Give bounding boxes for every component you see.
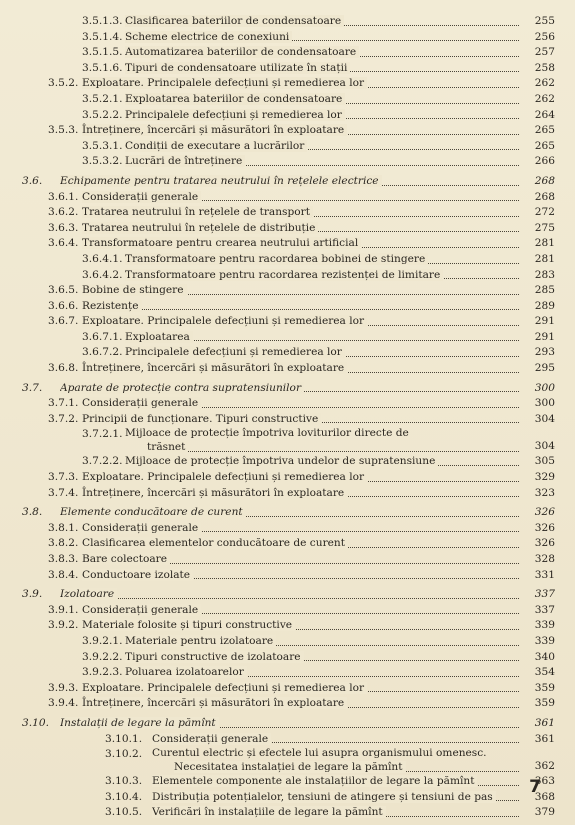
toc-entry-title-text: Verificări în instalațiile de legare la pămînt (152, 806, 386, 818)
toc-entry-title-text: Rezistențe (82, 300, 142, 312)
toc-entry-page-number: 256 (534, 30, 555, 43)
toc-entry[interactable] (0, 536, 575, 552)
toc-entry-title-text: Tipuri de condensatoare utilizate în stații (125, 62, 350, 74)
toc-entry-title (82, 396, 519, 412)
toc-entry-title-text: Considerații generale (82, 191, 201, 203)
toc-entry-title-text: Poluarea izolatoarelor (125, 666, 247, 678)
toc-entry-page-number: 285 (534, 284, 555, 297)
toc-entry-title-text: Considerații generale (152, 733, 271, 745)
toc-entry-title (82, 314, 519, 330)
toc-entry[interactable] (0, 330, 575, 346)
toc-entry-title (125, 268, 519, 284)
toc-entry-number: 3.6. (22, 174, 43, 187)
toc-entry-page-number: 258 (534, 61, 555, 74)
toc-entry-page-number: 368 (534, 790, 555, 803)
toc-entry[interactable] (0, 618, 575, 634)
toc-entry-title (125, 154, 519, 170)
toc-entry-title (82, 470, 519, 486)
toc-entry-title (82, 568, 519, 584)
toc-entry-page-number: 262 (534, 92, 555, 105)
toc-entry-number: 3.5.1.4. (82, 30, 123, 43)
toc-entry-number: 3.5.1.3. (82, 15, 123, 27)
toc-entry-title-text: Transformatoare pentru racordarea rezistenței de limitare (125, 269, 443, 281)
toc-entry-title (125, 330, 519, 346)
toc-entry-title-text: Aparate de protecție contra supratensiunilor (60, 382, 304, 394)
toc-entry-page-number: 289 (534, 299, 555, 312)
toc-entry-title (152, 790, 519, 806)
toc-entry[interactable] (0, 650, 575, 666)
toc-entry-title-text: Scheme electrice de conexiuni (125, 31, 292, 43)
toc-entry[interactable] (0, 427, 575, 454)
toc-entry-page-number: 340 (534, 650, 555, 663)
toc-entry-title (82, 536, 519, 552)
toc-entry-page-number: 268 (534, 190, 555, 203)
toc-entry[interactable] (0, 123, 575, 139)
toc-entry-title (125, 650, 519, 666)
toc-entry[interactable] (0, 505, 575, 521)
toc-entry-number: 3.6.4.1. (82, 252, 123, 265)
toc-entry-number: 3.6.2. (48, 206, 79, 219)
toc-entry-page-number: 354 (534, 666, 555, 679)
dot-leader (82, 309, 519, 310)
toc-entry[interactable] (0, 345, 575, 361)
toc-entry-title-text: Elementele componente ale instalațiilor de legare la pămînt (152, 775, 477, 787)
toc-entry-title (60, 716, 519, 732)
toc-entry-title-text: Mijloace de protecție împotriva undelor de supratensiune (125, 455, 438, 467)
toc-entry-title (82, 361, 519, 377)
toc-entry-title (82, 603, 519, 619)
toc-entry-title-text: Izolatoare (60, 588, 117, 600)
toc-entry-title (125, 108, 519, 124)
toc-entry-number: 3.9.2.3. (82, 666, 123, 679)
toc-entry-title (125, 45, 519, 61)
toc-entry-title (125, 345, 519, 361)
toc-entry[interactable] (0, 454, 575, 470)
toc-entry-number: 3.6.6. (48, 299, 79, 312)
toc-entry[interactable] (0, 154, 575, 170)
toc-entry[interactable] (0, 396, 575, 412)
toc-entry-page-number: 304 (534, 440, 555, 453)
toc-entry[interactable] (0, 190, 575, 206)
toc-entry-title (82, 236, 519, 252)
toc-entry-page-number: 300 (534, 397, 555, 410)
toc-entry[interactable] (0, 486, 575, 502)
toc-entry-title-text: Considerații generale (82, 522, 201, 534)
toc-entry-number: 3.8.1. (48, 521, 79, 534)
toc-entry-page-number: 268 (534, 174, 555, 187)
toc-entry-title-text: Transformatoare pentru racordarea bobinei de stingere (125, 253, 428, 265)
toc-entry-number: 3.10.3. (105, 775, 143, 788)
toc-entry-number: 3.9.1. (48, 603, 79, 616)
toc-entry[interactable] (0, 61, 575, 77)
toc-entry-page-number: 337 (534, 588, 555, 601)
toc-entry-page-number: 359 (534, 697, 555, 710)
toc-entry-number: 3.10. (22, 716, 49, 729)
toc-entry[interactable] (0, 92, 575, 108)
toc-entry[interactable] (0, 732, 575, 748)
toc-entry[interactable] (0, 603, 575, 619)
toc-entry-number: 3.9.2.2. (82, 650, 123, 663)
toc-entry-page-number: 337 (534, 603, 555, 616)
dot-leader (60, 598, 519, 599)
toc-entry-number: 3.9. (22, 588, 43, 601)
toc-entry-title (152, 732, 519, 748)
toc-entry-title (82, 618, 519, 634)
toc-entry-title-text: Conductoare izolate (82, 569, 193, 581)
toc-entry-title (60, 587, 519, 603)
toc-entry[interactable] (0, 521, 575, 537)
toc-entry[interactable] (0, 470, 575, 486)
toc-entry-title-text: Exploatare. Principalele defecțiuni și remedierea lor (82, 315, 367, 327)
toc-entry-number: 3.7.2.1. (82, 428, 123, 441)
toc-entry-number: 3.5.2.1. (82, 92, 123, 105)
toc-entry-page-number: 323 (534, 486, 555, 499)
toc-entry-number: 3.5.1.6. (82, 61, 123, 74)
toc-entry-number: 3.7.1. (48, 397, 79, 410)
toc-entry-title (152, 747, 519, 760)
toc-entry-page-number: 265 (534, 139, 555, 152)
toc-entry-title-text: Mijloace de protecție împotriva loviturilor directe de (125, 427, 409, 440)
toc-entry[interactable] (0, 283, 575, 299)
toc-entry-title-text: Considerații generale (82, 604, 201, 616)
toc-entry-title (152, 774, 519, 790)
toc-entry-title-text: Clasificarea elementelor conducătoare de curent (82, 537, 348, 549)
toc-entry[interactable] (0, 634, 575, 650)
toc-entry-number: 3.6.8. (48, 362, 79, 375)
toc-entry-page-number: 331 (534, 568, 555, 581)
toc-entry-page-number: 265 (534, 124, 555, 137)
toc-entry[interactable] (0, 30, 575, 46)
toc-entry-page-number: 329 (534, 471, 555, 484)
toc-entry[interactable] (0, 412, 575, 428)
toc-entry[interactable] (0, 14, 575, 30)
toc-entry-page-number: 295 (534, 362, 555, 375)
toc-entry-page-number: 293 (534, 346, 555, 359)
toc-entry-page-number: 291 (534, 315, 555, 328)
toc-entry-title-text: Lucrări de întreținere (125, 155, 245, 167)
toc-entry-title-text: Tratarea neutrului în rețelele de transport (82, 206, 313, 218)
toc-entry-page-number: 359 (534, 681, 555, 694)
toc-entry-title-text: Echipamente pentru tratarea neutrului în rețelele electrice (60, 175, 382, 187)
toc-entry-title-text: Exploatare. Principalele defecțiuni și remedierea lor (82, 471, 367, 483)
toc-entry-title-text: Principalele defecțiuni și remedierea lor (125, 109, 345, 121)
toc-entry-number: 3.9.3. (48, 681, 79, 694)
toc-entry-number: 3.8. (22, 506, 43, 519)
toc-entry-title (125, 427, 519, 440)
toc-entry[interactable] (0, 174, 575, 190)
toc-entry-number: 3.6.3. (48, 221, 79, 234)
toc-entry-title (125, 665, 519, 681)
toc-entry-number: 3.6.5. (48, 284, 79, 297)
toc-entry-title (82, 299, 519, 315)
toc-entry[interactable] (0, 76, 575, 92)
toc-entry-page-number: 339 (534, 619, 555, 632)
toc-entry-number: 3.5.3.1. (82, 139, 123, 152)
toc-entry-page-number: 362 (534, 760, 555, 773)
toc-entry-page-number: 361 (534, 716, 555, 729)
toc-entry-number: 3.10.4. (105, 790, 143, 803)
toc-entry-title (82, 76, 519, 92)
toc-entry-page-number: 304 (534, 412, 555, 425)
toc-entry-page-number: 379 (534, 806, 555, 819)
page-folio: 7 (529, 777, 541, 797)
toc-entry-page-number: 262 (534, 77, 555, 90)
toc-entry-number: 3.7. (22, 381, 43, 394)
toc-entry-title-text: Condiții de executare a lucrărilor (125, 140, 307, 152)
toc-entry-number: 3.5.3.2. (82, 155, 123, 168)
toc-entry[interactable] (0, 552, 575, 568)
toc-entry-title (82, 681, 519, 697)
toc-entry-number: 3.8.2. (48, 537, 79, 550)
toc-entry-title (125, 14, 519, 30)
toc-entry-title-text: Întreținere, încercări și măsurători în exploatare (82, 697, 347, 709)
toc-entry[interactable] (0, 314, 575, 330)
toc-entry-title (82, 521, 519, 537)
toc-entry-page-number: 275 (534, 221, 555, 234)
toc-entry-title-text: Întreținere, încercări și măsurători în exploatare (82, 362, 347, 374)
toc-entry-title (60, 174, 519, 190)
toc-entry[interactable] (0, 236, 575, 252)
toc-entry[interactable] (0, 108, 575, 124)
toc-entry-number: 3.5.2. (48, 77, 79, 90)
toc-entry-page-number: 363 (534, 775, 555, 788)
toc-entry-number: 3.6.7.2. (82, 346, 123, 359)
toc-entry[interactable] (0, 205, 575, 221)
toc-entry-title (125, 139, 519, 155)
toc-entry-page-number: 328 (534, 553, 555, 565)
toc-entry-title-text: Tratarea neutrului în rețelele de distribuție (82, 222, 318, 234)
toc-entry-title (125, 61, 519, 77)
toc-entry-title-text: Principalele defecțiuni și remedierea lor (125, 346, 345, 358)
toc-entry-page-number: 305 (534, 455, 555, 468)
toc-entry-title-text: Bare colectoare (82, 553, 170, 565)
toc-entry-title (82, 123, 519, 139)
toc-entry[interactable] (0, 774, 575, 790)
toc-entry-number: 3.5.3. (48, 124, 79, 137)
toc-entry-number: 3.5.2.2. (82, 108, 123, 121)
toc-entry-title (125, 454, 519, 470)
toc-entry-page-number: 283 (534, 268, 555, 281)
toc-entry-page-number: 326 (534, 537, 555, 550)
toc-entry-number: 3.9.2. (48, 619, 79, 632)
toc-entry-number: 3.6.7. (48, 315, 79, 328)
toc-entry[interactable] (0, 587, 575, 603)
toc-entry[interactable] (0, 299, 575, 315)
toc-entry-page-number: 281 (534, 252, 555, 265)
toc-entry-number: 3.8.4. (48, 568, 79, 581)
toc-entry-title-text: Necesitatea instalației de legare la pămînt (174, 761, 406, 773)
toc-entry[interactable] (0, 361, 575, 377)
toc-entry-page-number: 281 (534, 237, 555, 250)
toc-entry-title-text: Exploatarea (125, 331, 193, 343)
table-of-contents (0, 14, 575, 821)
toc-entry[interactable] (0, 381, 575, 397)
toc-entry-title-text: Tipuri constructive de izolatoare (125, 651, 304, 663)
toc-entry-title-text: Elemente conducătoare de curent (60, 506, 246, 518)
toc-entry-title (82, 696, 519, 712)
toc-entry-page-number: 255 (534, 15, 555, 27)
toc-entry-page-number: 272 (534, 206, 555, 219)
toc-entry-title-text: Transformatoare pentru crearea neutrului artificial (82, 237, 361, 249)
toc-entry-number: 3.9.2.1. (82, 634, 123, 647)
toc-entry-number: 3.7.2.2. (82, 455, 123, 468)
toc-entry-title-text: Întreținere, încercări și măsurători în exploatare (82, 487, 347, 499)
toc-entry-number: 3.7.3. (48, 471, 79, 484)
toc-entry[interactable] (0, 805, 575, 821)
toc-entry-number: 3.7.2. (48, 412, 79, 425)
toc-entry-title (82, 552, 519, 568)
toc-entry-title (60, 381, 519, 397)
toc-entry[interactable] (0, 681, 575, 697)
toc-entry-title-text: Bobine de stingere (82, 284, 187, 296)
toc-entry-title (60, 505, 519, 521)
toc-entry-title-text: Exploatarea bateriilor de condensatoare (125, 93, 345, 105)
toc-entry-title-text: Curentul electric și efectele lui asupra organismului omenesc. (152, 747, 487, 760)
toc-entry-number: 3.10.2. (105, 748, 143, 761)
toc-entry-number: 3.5.1.5. (82, 46, 123, 59)
toc-entry-title (82, 283, 519, 299)
toc-entry-page-number: 326 (534, 521, 555, 534)
toc-entry-number: 3.6.4.2. (82, 268, 123, 281)
toc-entry-number: 3.6.7.1. (82, 330, 123, 343)
toc-entry-title (82, 205, 519, 221)
toc-entry-page-number: 291 (534, 330, 555, 343)
toc-entry-number: 3.6.1. (48, 190, 79, 203)
toc-entry-title-text: Clasificarea bateriilor de condensatoare (125, 15, 344, 27)
toc-entry-title (82, 221, 519, 237)
toc-entry-title-text: Întreținere, încercări și măsurători în exploatare (82, 124, 347, 136)
toc-entry-page-number: 326 (534, 506, 555, 519)
toc-entry-page-number: 257 (534, 46, 555, 59)
toc-entry-title-text: Considerații generale (82, 397, 201, 409)
toc-entry-number: 3.7.4. (48, 486, 79, 499)
toc-entry-page-number: 266 (534, 155, 555, 168)
toc-entry-title-text: Exploatare. Principalele defecțiuni și remedierea lor (82, 682, 367, 694)
toc-entry-page-number: 361 (534, 732, 555, 745)
toc-entry-number: 3.10.5. (105, 806, 143, 819)
toc-entry-title-text: Materiale folosite și tipuri constructive (82, 619, 295, 631)
toc-entry-title (152, 805, 519, 821)
toc-entry-number: 3.6.4. (48, 237, 79, 250)
toc-entry-number: 3.8.3. (48, 553, 79, 565)
dot-leader (147, 451, 519, 452)
toc-entry-title (82, 486, 519, 502)
toc-entry-title-text: Materiale pentru izolatoare (125, 635, 276, 647)
toc-entry-title-text: Instalații de legare la pămînt (60, 717, 219, 729)
toc-entry-title-text: Exploatare. Principalele defecțiuni și remedierea lor (82, 77, 367, 89)
toc-entry-title (82, 412, 519, 428)
toc-entry-title (125, 30, 519, 46)
toc-entry[interactable] (0, 696, 575, 712)
toc-entry-page-number: 264 (534, 108, 555, 121)
toc-entry[interactable] (0, 568, 575, 584)
toc-entry[interactable] (0, 790, 575, 806)
toc-entry-number: 3.9.4. (48, 697, 79, 710)
toc-entry-title (125, 634, 519, 650)
toc-entry[interactable] (0, 747, 575, 774)
toc-entry-title (125, 92, 519, 108)
toc-entry[interactable] (0, 252, 575, 268)
toc-entry-page-number: 339 (534, 634, 555, 647)
toc-entry[interactable] (0, 139, 575, 155)
toc-entry-page-number: 300 (534, 381, 555, 394)
toc-entry-title-text: Distribuția potențialelor, tensiuni de atingere și tensiuni de pas (152, 791, 496, 803)
toc-entry[interactable] (0, 268, 575, 284)
toc-entry-number: 3.10.1. (105, 732, 143, 745)
toc-entry[interactable] (0, 221, 575, 237)
toc-entry[interactable] (0, 45, 575, 61)
toc-entry-title (125, 252, 519, 268)
toc-entry-title-text: Automatizarea bateriilor de condensatoare (125, 46, 359, 58)
toc-entry-title-text: trăsnet (147, 441, 188, 453)
toc-entry-title (82, 190, 519, 206)
toc-entry[interactable] (0, 716, 575, 732)
toc-entry-title-text: Principii de funcționare. Tipuri constructive (82, 413, 321, 425)
toc-entry[interactable] (0, 665, 575, 681)
